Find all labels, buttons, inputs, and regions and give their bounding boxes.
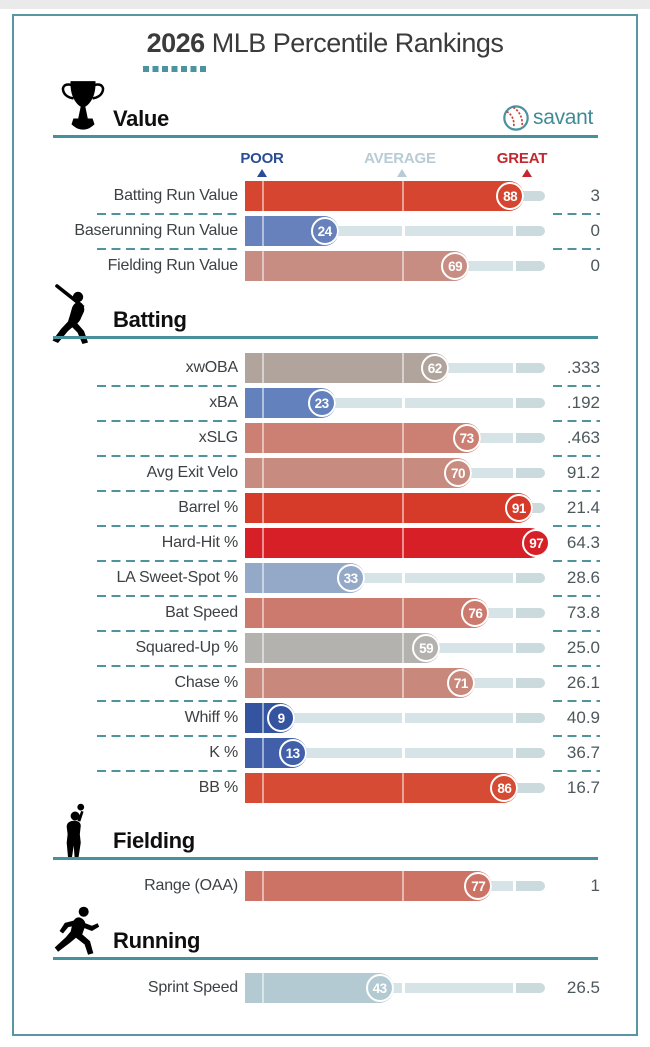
row-separator-left xyxy=(97,560,238,562)
metric-label: Baserunning Run Value xyxy=(74,222,238,239)
average-marker-line xyxy=(402,871,404,901)
percentile-bar xyxy=(245,528,545,558)
bar-zone xyxy=(245,871,545,901)
percentile-badge: 62 xyxy=(421,354,449,382)
poor-marker-line xyxy=(262,871,264,901)
metric-label: xwOBA xyxy=(185,359,238,376)
percentile-badge: 73 xyxy=(453,424,481,452)
row-separator-left xyxy=(97,770,238,772)
average-marker-line xyxy=(402,251,404,281)
metric-value: 1 xyxy=(590,876,600,895)
bar-zone xyxy=(245,528,545,558)
value-section-rule xyxy=(53,135,598,138)
title-year: 2026 xyxy=(146,28,205,58)
row-separator-right xyxy=(553,525,600,527)
stat-row xyxy=(0,773,650,803)
average-marker-line xyxy=(402,181,404,211)
bar-zone xyxy=(245,738,545,768)
percentile-badge: 77 xyxy=(464,872,492,900)
stat-row xyxy=(0,703,650,733)
metric-value: 28.6 xyxy=(566,568,600,587)
stat-row xyxy=(0,633,650,663)
average-marker-line xyxy=(402,633,404,663)
poor-marker-line xyxy=(262,633,264,663)
batting-section-rule xyxy=(53,336,598,339)
metric-value: 40.9 xyxy=(566,708,600,727)
legend-great: GREAT xyxy=(496,150,548,167)
percentile-bar xyxy=(245,871,492,901)
section-heading-running: Running xyxy=(113,928,201,953)
stat-row xyxy=(0,528,650,558)
metric-value: 91.2 xyxy=(566,463,600,482)
average-marker-line xyxy=(402,458,404,488)
metric-value: 36.7 xyxy=(566,743,600,762)
percentile-badge: 69 xyxy=(441,252,469,280)
metric-value: 25.0 xyxy=(566,638,600,657)
percentile-badge: 86 xyxy=(490,774,518,802)
percentile-badge: 33 xyxy=(337,564,365,592)
row-separator-right xyxy=(553,248,600,250)
legend-poor: POOR xyxy=(240,150,284,167)
metric-label: Sprint Speed xyxy=(147,979,238,996)
bar-zone xyxy=(245,773,545,803)
metric-label: Chase % xyxy=(174,674,238,691)
percentile-badge: 43 xyxy=(366,974,394,1002)
poor-marker-line xyxy=(262,598,264,628)
row-separator-right xyxy=(553,560,600,562)
stat-row xyxy=(0,668,650,698)
batter-icon xyxy=(46,284,110,344)
poor-marker-line xyxy=(262,973,264,1003)
poor-marker-line xyxy=(262,181,264,211)
average-marker-line xyxy=(402,353,404,383)
poor-marker-line xyxy=(262,738,264,768)
bar-zone xyxy=(245,216,545,246)
fielder-icon xyxy=(62,802,92,860)
section-heading-batting: Batting xyxy=(113,307,187,332)
row-separator-left xyxy=(97,455,238,457)
metric-value: .463 xyxy=(566,428,600,447)
metric-value: 21.4 xyxy=(566,498,600,517)
title-dotted-underline xyxy=(143,66,207,72)
row-separator-left xyxy=(97,248,238,250)
row-separator-left xyxy=(97,385,238,387)
metric-label: LA Sweet-Spot % xyxy=(116,569,238,586)
average-marker-line xyxy=(402,528,404,558)
row-separator-right xyxy=(553,735,600,737)
row-separator-right xyxy=(553,420,600,422)
stat-row xyxy=(0,871,650,901)
metric-label: BB % xyxy=(198,779,238,796)
runner-icon xyxy=(44,904,106,960)
row-separator-left xyxy=(97,735,238,737)
poor-marker-line xyxy=(262,458,264,488)
row-separator-left xyxy=(97,595,238,597)
poor-marker-line xyxy=(262,773,264,803)
bar-zone xyxy=(245,703,545,733)
percentile-badge: 88 xyxy=(496,182,524,210)
percentile-bar xyxy=(245,493,533,523)
row-separator-left xyxy=(97,665,238,667)
bar-zone xyxy=(245,668,545,698)
bar-zone xyxy=(245,423,545,453)
section-heading-value: Value xyxy=(113,106,169,131)
percentile-badge: 91 xyxy=(505,494,533,522)
percentile-bar xyxy=(245,423,481,453)
bar-zone xyxy=(245,598,545,628)
poor-marker-line xyxy=(262,493,264,523)
bar-zone xyxy=(245,973,545,1003)
metric-label: Fielding Run Value xyxy=(107,257,238,274)
savant-logo-text[interactable]: savant xyxy=(533,106,594,129)
metric-label: Barrel % xyxy=(178,499,238,516)
stat-row xyxy=(0,251,650,281)
stat-row xyxy=(0,738,650,768)
bar-zone xyxy=(245,493,545,523)
row-separator-right xyxy=(553,385,600,387)
row-separator-left xyxy=(97,490,238,492)
row-separator-right xyxy=(553,213,600,215)
bar-zone xyxy=(245,388,545,418)
poor-marker-line xyxy=(262,668,264,698)
percentile-badge: 97 xyxy=(522,529,550,557)
row-separator-right xyxy=(553,595,600,597)
poor-marker-line xyxy=(262,528,264,558)
stat-row xyxy=(0,353,650,383)
poor-marker-line xyxy=(262,423,264,453)
row-separator-left xyxy=(97,213,238,215)
bar-zone xyxy=(245,633,545,663)
percentile-badge: 9 xyxy=(267,704,295,732)
percentile-bar xyxy=(245,633,440,663)
stat-row xyxy=(0,181,650,211)
metric-label: K % xyxy=(209,744,238,761)
metric-value: 0 xyxy=(590,221,600,240)
percentile-bar xyxy=(245,251,469,281)
percentile-bar xyxy=(245,353,449,383)
page-top-strip xyxy=(0,0,650,9)
metric-value: 3 xyxy=(590,186,600,205)
stat-row xyxy=(0,458,650,488)
row-separator-right xyxy=(553,455,600,457)
percentile-bar xyxy=(245,668,475,698)
average-marker-line xyxy=(402,493,404,523)
percentile-bar xyxy=(245,181,524,211)
poor-marker-line xyxy=(262,563,264,593)
average-marker-line xyxy=(402,668,404,698)
trophy-icon xyxy=(60,78,106,138)
poor-marker-line xyxy=(262,703,264,733)
percentile-bar xyxy=(245,598,489,628)
metric-label: xBA xyxy=(209,394,238,411)
metric-label: Whiff % xyxy=(184,709,238,726)
stat-row xyxy=(0,493,650,523)
page-title xyxy=(0,28,650,59)
baseball-icon[interactable] xyxy=(502,104,530,132)
metric-value: 0 xyxy=(590,256,600,275)
metric-label: Avg Exit Velo xyxy=(146,464,238,481)
stat-row xyxy=(0,388,650,418)
stat-row xyxy=(0,216,650,246)
section-heading-fielding: Fielding xyxy=(113,828,195,853)
poor-marker-line xyxy=(262,353,264,383)
metric-value: 16.7 xyxy=(566,778,600,797)
average-marker-line xyxy=(402,773,404,803)
metric-value: 64.3 xyxy=(566,533,600,552)
fielding-section-rule xyxy=(53,857,598,860)
bar-zone xyxy=(245,563,545,593)
metric-value: 26.5 xyxy=(566,978,600,997)
row-separator-left xyxy=(97,420,238,422)
legend-great-marker-icon xyxy=(522,169,532,177)
percentile-bar xyxy=(245,773,518,803)
poor-marker-line xyxy=(262,251,264,281)
percentile-badge: 71 xyxy=(447,669,475,697)
legend-average-marker-icon xyxy=(397,169,407,177)
row-separator-right xyxy=(553,770,600,772)
average-marker-line xyxy=(402,598,404,628)
row-separator-right xyxy=(553,490,600,492)
row-separator-left xyxy=(97,630,238,632)
bar-zone xyxy=(245,353,545,383)
poor-marker-line xyxy=(262,216,264,246)
row-separator-left xyxy=(97,700,238,702)
metric-value: 26.1 xyxy=(566,673,600,692)
metric-label: Squared-Up % xyxy=(135,639,238,656)
metric-value: .333 xyxy=(566,358,600,377)
percentile-bar xyxy=(245,458,472,488)
metric-label: xSLG xyxy=(198,429,238,446)
stat-row xyxy=(0,423,650,453)
percentile-badge: 24 xyxy=(311,217,339,245)
legend-poor-marker-icon xyxy=(257,169,267,177)
row-separator-left xyxy=(97,525,238,527)
percentile-badge: 23 xyxy=(308,389,336,417)
row-separator-right xyxy=(553,665,600,667)
metric-value: 73.8 xyxy=(566,603,600,622)
legend-average: AVERAGE xyxy=(364,150,436,167)
metric-label: Range (OAA) xyxy=(144,877,238,894)
stat-row xyxy=(0,598,650,628)
metric-label: Bat Speed xyxy=(165,604,238,621)
average-marker-line xyxy=(402,423,404,453)
row-separator-right xyxy=(553,630,600,632)
percentile-badge: 59 xyxy=(412,634,440,662)
metric-label: Batting Run Value xyxy=(113,187,238,204)
percentile-badge: 13 xyxy=(279,739,307,767)
poor-marker-line xyxy=(262,388,264,418)
stat-row xyxy=(0,563,650,593)
stat-row xyxy=(0,973,650,1003)
metric-value: .192 xyxy=(566,393,600,412)
title-rest: MLB Percentile Rankings xyxy=(211,28,504,58)
metric-label: Hard-Hit % xyxy=(161,534,238,551)
bar-zone xyxy=(245,458,545,488)
row-separator-right xyxy=(553,700,600,702)
running-section-rule xyxy=(53,957,598,960)
percentile-badge: 70 xyxy=(444,459,472,487)
bar-zone xyxy=(245,251,545,281)
percentile-badge: 76 xyxy=(461,599,489,627)
bar-zone xyxy=(245,181,545,211)
